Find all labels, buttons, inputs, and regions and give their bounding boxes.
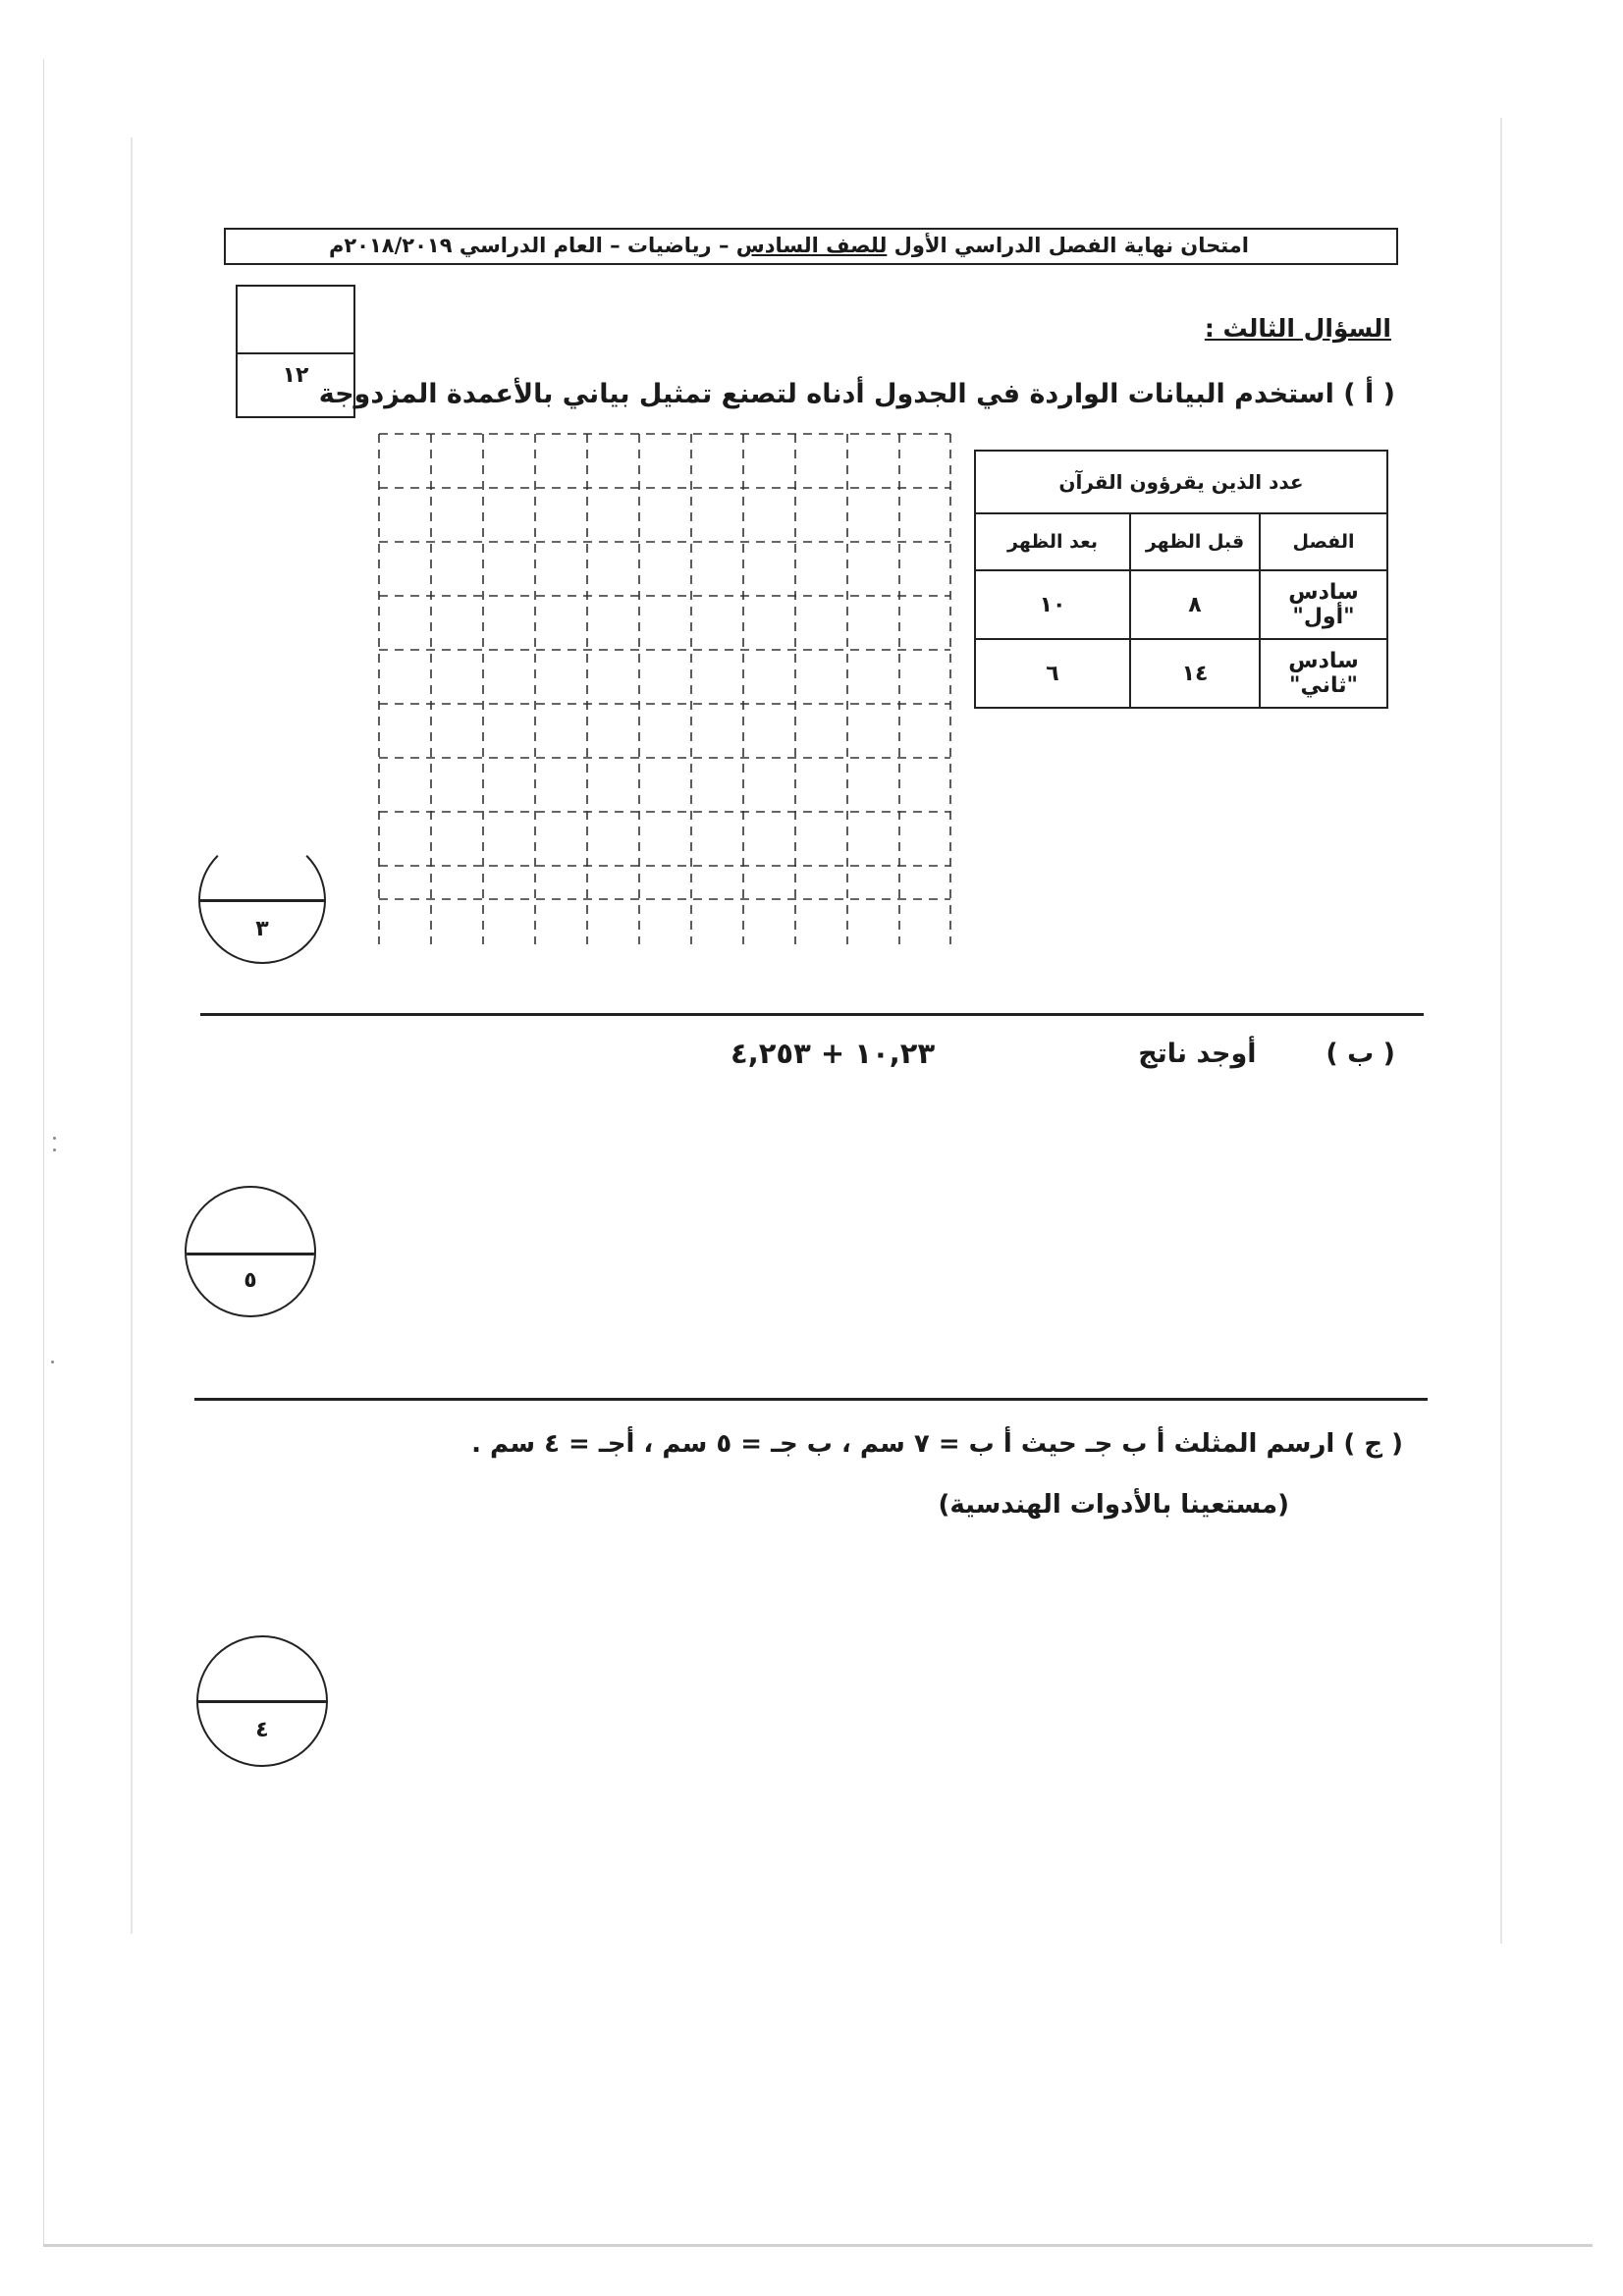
table-header-class: الفصل — [1260, 513, 1387, 570]
table-caption: عدد الذين يقرؤون القرآن — [975, 451, 1387, 513]
table-header-before-noon: قبل الظهر — [1130, 513, 1260, 570]
table-header-after-noon: بعد الظهر — [975, 513, 1130, 570]
data-table — [974, 450, 1388, 709]
part-c-note: (مستعينا بالأدوات الهندسية) — [938, 1490, 1289, 1520]
table-cell: ٦ — [975, 639, 1130, 708]
table-cell: ١٤ — [1130, 639, 1260, 708]
scan-speck — [53, 1137, 56, 1140]
part-c-prompt — [471, 1429, 1403, 1459]
scan-edge-left — [131, 137, 133, 1934]
scan-speck — [51, 1361, 54, 1363]
question-total-marks: ١٢ — [282, 363, 309, 388]
page-edge-bottom — [43, 2244, 1593, 2247]
part-a-text: استخدم البيانات الواردة في الجدول أدناه لتصنع تمثيل بياني بالأعمدة المزدوجة — [318, 379, 1334, 409]
table-header-row — [975, 513, 1387, 570]
table-cell: ٨ — [1130, 570, 1260, 639]
part-c-marks-circle — [196, 1635, 328, 1767]
header-year: العام الدراسي ٢٠١٨/٢٠١٩م — [328, 234, 603, 257]
header-subject: – رياضيات – — [602, 234, 736, 257]
part-b-marks-circle — [185, 1186, 316, 1317]
part-c-marks: ٤ — [255, 1718, 269, 1742]
part-b-marks: ٥ — [243, 1268, 257, 1293]
scan-edge-right — [1500, 118, 1502, 1944]
part-b-text: أوجد ناتج — [1138, 1039, 1257, 1069]
graph-grid-lines — [375, 430, 954, 948]
part-b-prompt — [1138, 1039, 1395, 1069]
part-c-label: ( ج ) — [1343, 1429, 1403, 1459]
table-cell: ١٠ — [975, 570, 1130, 639]
table-cell: سادس "ثاني" — [1260, 639, 1387, 708]
circle-divider — [200, 899, 324, 902]
table-row — [975, 570, 1387, 639]
exam-header — [224, 228, 1398, 265]
question-title: السؤال الثالث : — [1204, 314, 1391, 343]
table-row — [975, 639, 1387, 708]
part-a-prompt — [319, 379, 1395, 409]
header-prefix: امتحان نهاية الفصل الدراسي الأول — [887, 234, 1249, 257]
header-grade: للصف السادس — [735, 234, 888, 257]
part-c-text: ارسم المثلث أ ب جـ حيث أ ب = ٧ سم ، ب جـ = ٥ سم ، أجـ = ٤ سم . — [471, 1429, 1335, 1459]
part-a-marks: ٣ — [255, 917, 269, 941]
table-cell: سادس "أول" — [1260, 570, 1387, 639]
part-b-label: ( ب ) — [1325, 1039, 1395, 1069]
circle-divider — [198, 1700, 326, 1703]
page-edge-left — [43, 59, 44, 2246]
marks-divider — [238, 352, 353, 354]
section-divider — [194, 1398, 1428, 1401]
section-divider — [200, 1013, 1424, 1016]
part-b-expression: ١٠,٢٣ + ٤,٢٥٣ — [730, 1037, 936, 1070]
graph-grid — [375, 430, 954, 948]
part-a-marks-circle — [198, 836, 326, 964]
part-a-label: ( أ ) — [1343, 379, 1395, 409]
scan-speck — [53, 1148, 56, 1151]
circle-divider — [187, 1253, 314, 1255]
